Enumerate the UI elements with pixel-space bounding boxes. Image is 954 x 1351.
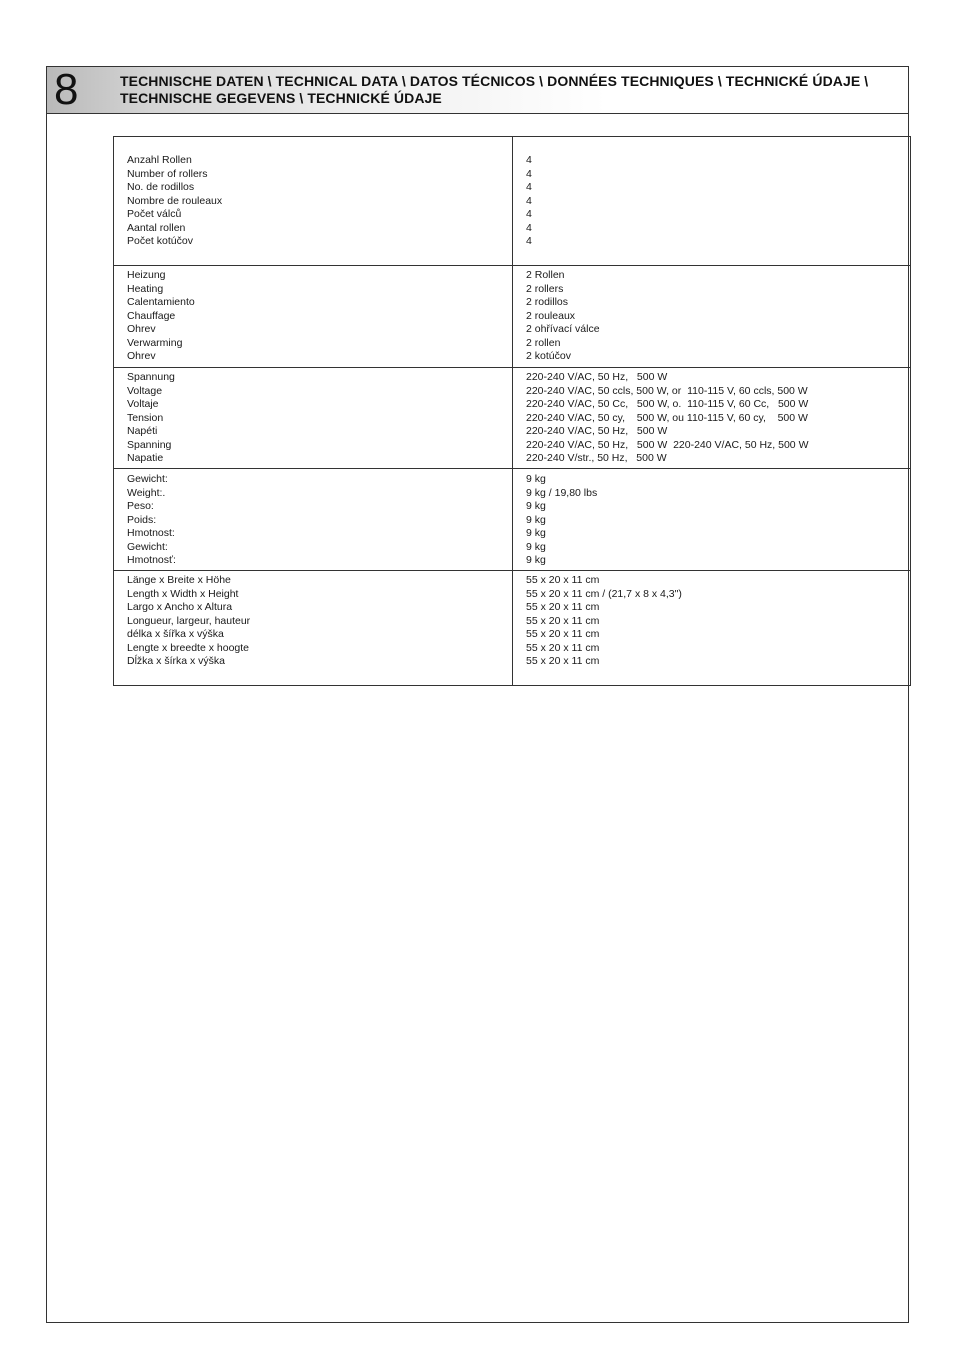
- row-label: Tension: [127, 411, 164, 424]
- row-label: Heizung: [127, 269, 166, 281]
- row-label: Peso:: [127, 500, 154, 512]
- table-row-dimensions: [114, 571, 911, 686]
- row-label: Weight:.: [127, 486, 166, 499]
- label-cell: [114, 266, 513, 368]
- row-value: 4: [526, 181, 532, 193]
- row-value: 55 x 20 x 11 cm: [526, 614, 600, 627]
- row-value: 55 x 20 x 11 cm: [526, 601, 600, 613]
- row-label: Poids:: [127, 513, 157, 526]
- row-value: 220-240 V/str., 50 Hz, 500 W: [526, 452, 667, 464]
- row-value: 55 x 20 x 11 cm: [526, 655, 600, 667]
- row-label: Length x Width x Height: [127, 587, 239, 600]
- row-label: Spannung: [127, 371, 175, 383]
- row-value: 220-240 V/AC, 50 cy, 500 W, ou 110-115 V, 60 cy, 500 W: [526, 411, 808, 424]
- row-label: Voltaje: [127, 398, 159, 410]
- row-value: 4: [526, 154, 532, 166]
- row-label: Ohrev: [127, 350, 156, 362]
- row-label: Počet válců: [127, 208, 182, 220]
- row-label: Gewicht:: [127, 473, 168, 485]
- row-label: délka x šířka x výška: [127, 628, 224, 640]
- section-title: TECHNISCHE DATEN \ TECHNICAL DATA \ DATOS TÉCNICOS \ DONNÉES TECHNIQUES \ TECHNICKÉ ÚDAJE \ TECHNISCHE GEGEVENS \ TECHNICKÉ ÚDAJE: [120, 73, 869, 106]
- row-value: 220-240 V/AC, 50 Cc, 500 W, o. 110-115 V, 60 Cc, 500 W: [526, 398, 809, 410]
- row-label: Hmotnosť:: [127, 554, 176, 566]
- row-label: Počet kotúčov: [127, 235, 193, 247]
- table-row-rollers: [114, 137, 911, 266]
- row-value: 2 rollers: [526, 282, 564, 295]
- label-cell: [114, 469, 513, 571]
- value-cell: [513, 469, 911, 571]
- row-label: Ohrev: [127, 323, 156, 335]
- row-value: 55 x 20 x 11 cm: [526, 574, 600, 586]
- row-value: 4: [526, 235, 532, 247]
- row-label: Verwarming: [127, 336, 183, 349]
- row-value: 4: [526, 221, 532, 234]
- section-header: [46, 66, 909, 114]
- row-label: Hmotnost:: [127, 527, 175, 539]
- row-value: 9 kg / 19,80 lbs: [526, 486, 598, 499]
- row-label: Spanning: [127, 438, 172, 451]
- row-value: 9 kg: [526, 500, 546, 512]
- row-value: 2 Rollen: [526, 269, 565, 281]
- row-value: 9 kg: [526, 513, 546, 526]
- row-value: 9 kg: [526, 554, 546, 566]
- section-number: 8: [54, 65, 79, 114]
- row-value: 220-240 V/AC, 50 Hz, 500 W: [526, 425, 668, 437]
- row-label: Dĺžka x šírka x výška: [127, 655, 226, 667]
- row-label: Lengte x breedte x hoogte: [127, 641, 250, 654]
- row-value: 9 kg: [526, 540, 546, 553]
- row-label: Napatie: [127, 452, 164, 464]
- table-row-heating: [114, 266, 911, 368]
- row-value: 220-240 V/AC, 50 Hz, 500 W 220-240 V/AC, 50 Hz, 500 W: [526, 438, 809, 451]
- value-cell: [513, 137, 911, 266]
- row-label: Largo x Ancho x Altura: [127, 601, 233, 613]
- value-cell: [513, 571, 911, 686]
- value-cell: [513, 368, 911, 469]
- row-label: Number of rollers: [127, 167, 208, 180]
- row-label: Gewicht:: [127, 540, 168, 553]
- row-label: Aantal rollen: [127, 221, 186, 234]
- row-label: Longueur, largeur, hauteur: [127, 614, 251, 627]
- row-value: 220-240 V/AC, 50 ccls, 500 W, or 110-115 V, 60 ccls, 500 W: [526, 384, 808, 397]
- technical-data-table: [113, 136, 911, 686]
- label-cell: [114, 137, 513, 266]
- row-value: 2 rodillos: [526, 296, 569, 308]
- row-value: 55 x 20 x 11 cm / (21,7 x 8 x 4,3"): [526, 587, 682, 600]
- row-label: Voltage: [127, 384, 163, 397]
- row-label: Anzahl Rollen: [127, 154, 192, 166]
- row-value: 4: [526, 208, 532, 220]
- table-row-weight: [114, 469, 911, 571]
- row-value: 4: [526, 167, 532, 180]
- row-label: Calentamiento: [127, 296, 195, 308]
- row-value: 55 x 20 x 11 cm: [526, 641, 600, 654]
- row-value: 220-240 V/AC, 50 Hz, 500 W: [526, 371, 668, 383]
- row-value: 4: [526, 194, 532, 207]
- row-value: 55 x 20 x 11 cm: [526, 628, 600, 640]
- table-row-voltage: [114, 368, 911, 469]
- label-cell: [114, 368, 513, 469]
- row-label: Nombre de rouleaux: [127, 194, 223, 207]
- row-value: 2 kotúčov: [526, 350, 571, 362]
- row-value: 2 ohřívací válce: [526, 323, 600, 335]
- row-value: 2 rouleaux: [526, 309, 576, 322]
- row-label: Chauffage: [127, 309, 176, 322]
- value-cell: [513, 266, 911, 368]
- row-label: Napéti: [127, 425, 158, 437]
- row-value: 9 kg: [526, 527, 546, 539]
- row-label: No. de rodillos: [127, 181, 195, 193]
- label-cell: [114, 571, 513, 686]
- row-value: 9 kg: [526, 473, 546, 485]
- row-label: Länge x Breite x Höhe: [127, 574, 231, 586]
- row-value: 2 rollen: [526, 336, 561, 349]
- row-label: Heating: [127, 282, 164, 295]
